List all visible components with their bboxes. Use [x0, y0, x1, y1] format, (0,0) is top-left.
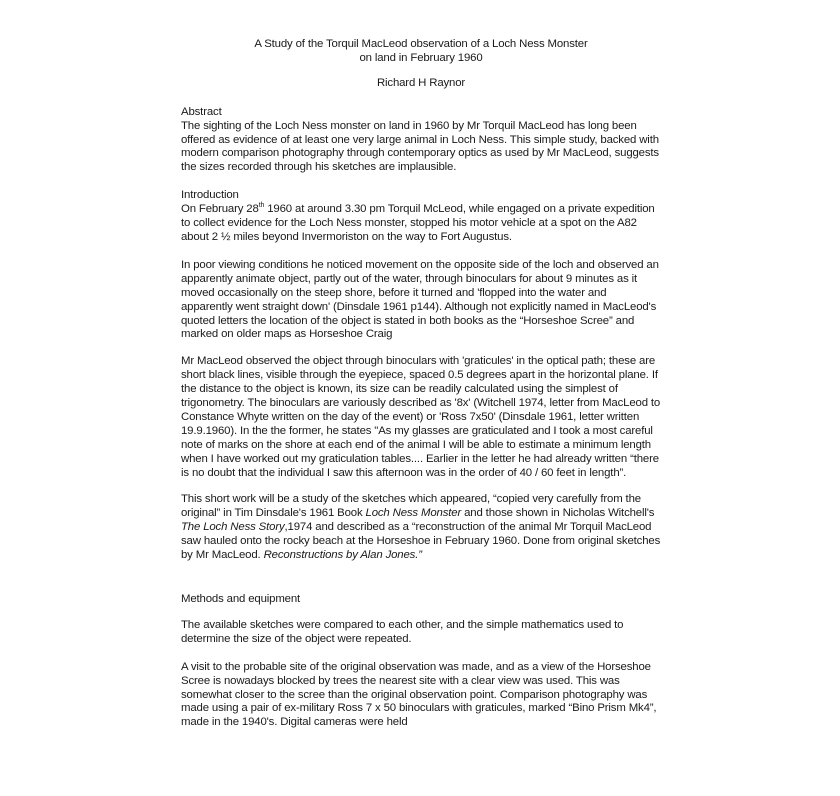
- title-line-1: A Study of the Torquil MacLeod observation of a Loch Ness Monster: [254, 38, 588, 50]
- abstract-heading: Abstract: [181, 105, 222, 118]
- methods-paragraph-2: A visit to the probable site of the original observation was made, and as a view of the Horseshoe Scree is nowadays blocked by trees the nearest site with a clear view was used. This was somewhat closer to the scree than the original observation point. Comparison photography was made using a pair of ex-military Ross 7 x 50 binoculars with graticules, marked “Bino Prism Mk4”, made in the 1940's. Digital cameras were held: [181, 660, 657, 729]
- book-title-loch-ness-story: The Loch Ness Story: [181, 521, 285, 534]
- methods-heading: Methods and equipment: [181, 593, 301, 605]
- intro-paragraph-1: [181, 203, 661, 245]
- introduction-heading: Introduction: [181, 189, 239, 202]
- intro-paragraph-4: [181, 493, 661, 563]
- intro-p4-text-c: ,1974 and described as a “reconstruction of the animal Mr Torquil MacLeod saw hauled onto the rocky beach at the Horseshoe in February 1960. Done from original sketches by Mr MacLeod.: [181, 521, 661, 562]
- intro-p4-text-a: This short work will be a study of the sketches which appeared, “copied very carefully from the original” in Tim Dinsdale's 1961 Book: [181, 493, 641, 520]
- intro-p1-text-a: On February 28: [181, 203, 259, 216]
- intro-p4-text-b: and those shown in Nicholas Witchell's: [461, 507, 655, 520]
- document-page: [181, 38, 661, 730]
- intro-paragraph-2: In poor viewing conditions he noticed movement on the opposite side of the loch and observed an apparently animate object, partly out of the water, through binoculars for about 9 minutes as it moved occasionally on the steep shore, before it turned and 'flopped into the water and apparently went straight down' (Dinsdale 1961 p144). Although not explicitly named in MacLeod's quoted letters the location of the object is stated in both books as the “Horseshoe Scree” and marked on older maps as Horseshoe Craig: [181, 258, 659, 341]
- reconstruction-credit: Reconstructions by Alan Jones.”: [263, 549, 422, 562]
- methods-paragraph-1: The available sketches were compared to each other, and the simple mathematics used to determine the size of the object were repeated.: [181, 618, 624, 645]
- title-line-2: on land in February 1960: [359, 51, 483, 64]
- book-title-loch-ness-monster: Loch Ness Monster: [365, 507, 462, 520]
- date-ordinal-suffix: th: [258, 202, 265, 210]
- abstract-paragraph: The sighting of the Loch Ness monster on land in 1960 by Mr Torquil MacLeod has long been offered as evidence of at least one very large animal in Loch Ness. This simple study, backed with modern comparison photography through contemporary optics as used by Mr MacLeod, suggests the sizes recorded through his sketches are implausible.: [181, 119, 659, 174]
- author-name: Richard H Raynor: [376, 76, 466, 89]
- intro-paragraph-3: Mr MacLeod observed the object through binoculars with 'graticules' in the optical path; these are short black lines, visible through the eyepiece, spaced 0.5 degrees apart in the horizontal plane. If the distance to the object is known, its size can be readily calculated using the simplest of trigonometry. The binoculars are variously described as '8x' (Witchell 1974, letter from MacLeod to Constance Whyte written on the day of the event) or 'Ross 7x50' (Dinsdale 1961, letter written 19.9.1960). In the the former, he states "As my glasses are graticulated and I took a most careful note of marks on the shore at each end of the animal I will be able to estimate a minimum length when I have worked out my graticulation tables.... Earlier in the letter he had already written “there is no doubt that the individual I saw this afternoon was in the order of 40 / 60 feet in length”.: [181, 355, 661, 479]
- document-title: [181, 38, 661, 66]
- intro-p1-text-b: 1960 at around 3.30 pm Torquil McLeod, while engaged on a private expedition to collect evidence for the Loch Ness monster, stopped his motor vehicle at a spot on the A82 about 2 ½ miles beyond Invermoriston on the way to Fort Augustus.: [181, 203, 655, 243]
